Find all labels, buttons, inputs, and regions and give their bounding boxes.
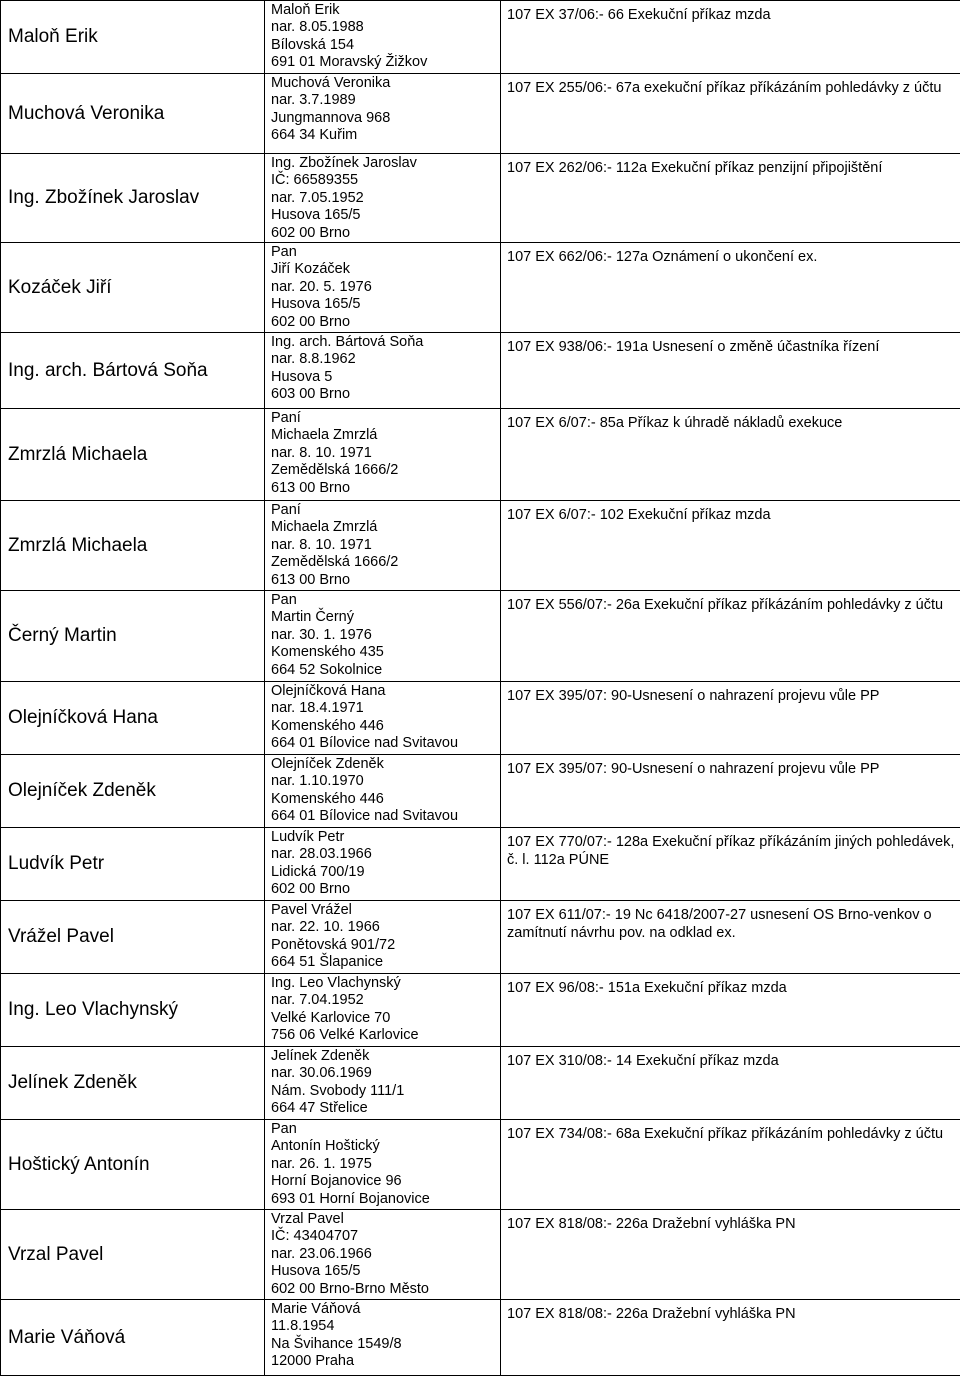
debtor-address-cell [265,974,501,1047]
table-row [1,501,960,591]
document-description-cell: 107 EX 6/07:- 102 Exekuční příkaz mzda [501,501,960,591]
debtor-name-cell: Kozáček Jiří [1,243,265,333]
address-line: IČ: 66589355 [271,172,359,189]
address-line: Jelínek Zdeněk [271,1048,370,1065]
table-row [1,755,960,828]
debtor-address-cell [265,828,501,901]
address-line: 664 51 Šlapanice [271,954,384,971]
address-line: nar. 30.06.1969 [271,1065,372,1082]
address-line: nar. 7.05.1952 [271,189,364,206]
debtor-name-cell: Ing. arch. Bártová Soňa [1,333,265,409]
debtor-name-cell: Jelínek Zdeněk [1,1047,265,1120]
address-line: Olejníčková Hana [271,683,386,700]
table-row [1,333,960,409]
debtor-address-cell [265,682,501,755]
address-line: Na Švihance 1549/8 [271,1335,402,1352]
table-row [1,1120,960,1210]
debtor-name-cell: Olejníčková Hana [1,682,265,755]
table-row [1,154,960,243]
address-line: nar. 3.7.1989 [271,92,356,109]
table-row [1,243,960,333]
address-line: 664 01 Bílovice nad Svitavou [271,735,459,752]
registry-body [1,1,960,1376]
address-line: 602 00 Brno [271,224,351,241]
table-row [1,74,960,154]
debtor-address-cell [265,74,501,154]
address-line: Zemědělská 1666/2 [271,462,399,479]
address-line: Komenského 446 [271,790,384,807]
debtor-name-cell: Marie Váňová [1,1300,265,1376]
table-row [1,1210,960,1300]
debtor-address-cell [265,409,501,501]
address-line: nar. 8.05.1988 [271,19,364,36]
address-line: Zemědělská 1666/2 [271,554,399,571]
table-row [1,901,960,974]
document-description-cell: 107 EX 556/07:- 26a Exekuční příkaz příkázáním pohledávky z účtu [501,591,960,682]
address-line: Muchová Veronika [271,75,391,91]
address-line: nar. 1.10.1970 [271,773,364,790]
address-line: Pavel Vrážel [271,902,352,919]
address-line: 664 47 Střelice [271,1100,368,1117]
address-line: Husova 5 [271,368,333,385]
document-description-cell: 107 EX 938/06:- 191a Usnesení o změně účastníka řízení [501,333,960,409]
debtor-name-cell: Ludvík Petr [1,828,265,901]
address-line: nar. 8.8.1962 [271,351,356,368]
address-line: Vrzal Pavel [271,1211,344,1228]
document-description-cell: 107 EX 310/08:- 14 Exekuční příkaz mzda [501,1047,960,1120]
address-line: Ponětovská 901/72 [271,936,396,953]
address-line: Husova 165/5 [271,296,361,313]
address-line: Olejníček Zdeněk [271,756,384,773]
debtor-name-cell: Muchová Veronika [1,74,265,154]
document-description-cell: 107 EX 96/08:- 151a Exekuční příkaz mzda [501,974,960,1047]
table-row [1,828,960,901]
table-row [1,1300,960,1376]
debtor-address-cell [265,501,501,591]
address-line: Pan [271,244,297,261]
address-line: Lidická 700/19 [271,863,365,880]
debtor-address-cell [265,901,501,974]
address-line: Bílovská 154 [271,36,355,53]
debtor-name-cell: Černý Martin [1,591,265,682]
address-line: Jungmannova 968 [271,109,391,126]
address-line: Jiří Kozáček [271,261,350,278]
address-line: Komenského 446 [271,717,384,734]
debtor-name-cell: Vrzal Pavel [1,1210,265,1300]
address-line: Velké Karlovice 70 [271,1009,391,1026]
document-description-cell: 107 EX 818/08:- 226a Dražební vyhláška PN [501,1210,960,1300]
address-line: Ing. Zbožínek Jaroslav [271,155,417,171]
address-line: Pan [271,592,297,609]
address-line: nar. 22. 10. 1966 [271,919,380,936]
address-line: Ludvík Petr [271,829,345,846]
address-line: nar. 7.04.1952 [271,992,364,1009]
address-line: Komenského 435 [271,644,384,661]
debtor-name-cell: Olejníček Zdeněk [1,755,265,828]
address-line: Paní [271,410,301,427]
address-line: Maloň Erik [271,2,340,18]
address-line: 613 00 Brno [271,571,351,588]
debtor-address-cell [265,243,501,333]
address-line: 12000 Praha [271,1353,355,1370]
debtor-name-cell: Ing. Zbožínek Jaroslav [1,154,265,243]
address-line: 11.8.1954 [271,1318,335,1335]
address-line: Marie Váňová [271,1301,361,1318]
document-description-cell: 107 EX 37/06:- 66 Exekuční příkaz mzda [501,1,960,74]
address-line: 613 00 Brno [271,479,351,496]
address-line: nar. 23.06.1966 [271,1245,372,1262]
debtor-address-cell [265,755,501,828]
address-line: nar. 18.4.1971 [271,700,364,717]
debtor-address-cell [265,1047,501,1120]
address-line: nar. 8. 10. 1971 [271,444,372,461]
table-row [1,1047,960,1120]
table-row [1,1,960,74]
debtor-address-cell [265,1210,501,1300]
address-line: 693 01 Horní Bojanovice [271,1190,430,1207]
debtor-address-cell [265,1300,501,1376]
address-line: nar. 8. 10. 1971 [271,536,372,553]
debtor-address-cell [265,154,501,243]
document-description-cell: 107 EX 262/06:- 112a Exekuční příkaz penzijní připojištění [501,154,960,243]
address-line: Michaela Zmrzlá [271,519,378,536]
address-line: 664 52 Sokolnice [271,661,383,678]
debtor-address-cell [265,1120,501,1210]
document-description-cell: 107 EX 734/08:- 68a Exekuční příkaz příkázáním pohledávky z účtu [501,1120,960,1210]
address-line: Nám. Svobody 111/1 [271,1082,405,1099]
debtor-address-cell [265,333,501,409]
debtor-name-cell: Zmrzlá Michaela [1,409,265,501]
debtor-name-cell: Hoštický Antonín [1,1120,265,1210]
debtor-address-cell [265,591,501,682]
table-row [1,974,960,1047]
debtor-address-cell [265,1,501,74]
debtor-name-cell: Zmrzlá Michaela [1,501,265,591]
address-line: Husova 165/5 [271,1263,361,1280]
address-line: nar. 28.03.1966 [271,846,372,863]
address-line: 664 01 Bílovice nad Svitavou [271,808,459,825]
address-line: Antonín Hoštický [271,1138,380,1155]
address-line: 602 00 Brno-Brno Město [271,1280,429,1297]
address-line: Michaela Zmrzlá [271,427,378,444]
document-description-cell: 107 EX 6/07:- 85a Příkaz k úhradě nákladů exekuce [501,409,960,501]
debtor-name-cell: Ing. Leo Vlachynský [1,974,265,1047]
address-line: 602 00 Brno [271,313,351,330]
document-description-cell: 107 EX 255/06:- 67a exekuční příkaz příkázáním pohledávky z účtu [501,74,960,154]
table-row [1,409,960,501]
address-line: nar. 30. 1. 1976 [271,626,372,643]
address-line: nar. 26. 1. 1975 [271,1155,372,1172]
address-line: Husova 165/5 [271,207,361,224]
document-description-cell: 107 EX 818/08:- 226a Dražební vyhláška PN [501,1300,960,1376]
address-line: 691 01 Moravský Žižkov [271,54,428,71]
document-description-cell: 107 EX 611/07:- 19 Nc 6418/2007-27 usnesení OS Brno-venkov o zamítnutí návrhu pov. na odklad ex. [501,901,960,974]
debtor-name-cell: Maloň Erik [1,1,265,74]
address-line: 602 00 Brno [271,881,351,898]
table-row [1,591,960,682]
address-line: 603 00 Brno [271,386,351,403]
document-description-cell: 107 EX 395/07: 90-Usnesení o nahrazení projevu vůle PP [501,755,960,828]
address-line: Horní Bojanovice 96 [271,1173,402,1190]
address-line: Martin Černý [271,609,354,626]
address-line: 664 34 Kuřim [271,127,358,144]
table-row [1,682,960,755]
address-line: 756 06 Velké Karlovice [271,1027,419,1044]
document-description-cell: 107 EX 395/07: 90-Usnesení o nahrazení projevu vůle PP [501,682,960,755]
address-line: nar. 20. 5. 1976 [271,278,372,295]
address-line: Pan [271,1121,297,1138]
address-line: Ing. arch. Bártová Soňa [271,334,424,351]
document-description-cell: 107 EX 662/06:- 127a Oznámení o ukončení ex. [501,243,960,333]
address-line: IČ: 43404707 [271,1228,359,1245]
address-line: Paní [271,502,301,519]
debtor-name-cell: Vrážel Pavel [1,901,265,974]
document-description-cell: 107 EX 770/07:- 128a Exekuční příkaz příkázáním jiných pohledávek, č. l. 112a PÚNE [501,828,960,901]
address-line: Ing. Leo Vlachynský [271,975,401,992]
